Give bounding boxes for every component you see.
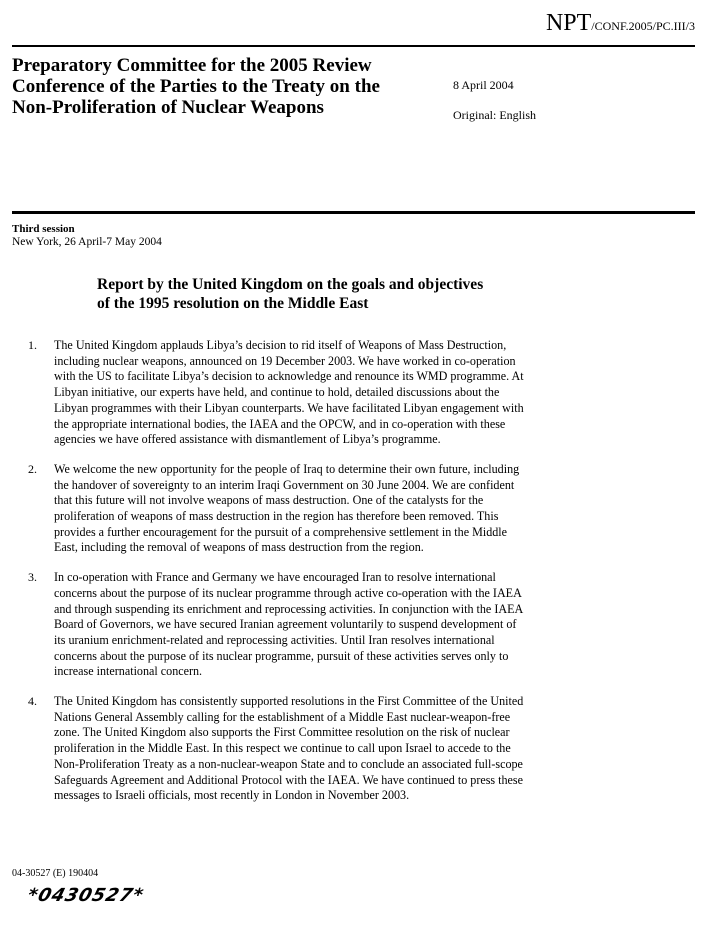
text-line: Safeguards Agreement and Additional Protocol with the IAEA. We have continued to press these xyxy=(54,772,524,787)
document-symbol xyxy=(546,10,695,37)
text-line: zone. The United Kingdom also supports the First Committee resolution on the risk of nuclear xyxy=(54,725,510,740)
paragraph-text xyxy=(54,462,652,556)
title-line: of the 1995 resolution on the Middle East xyxy=(97,295,369,312)
session-name: Third session xyxy=(12,223,75,235)
text-line: Nations General Assembly calling for the establishment of a Middle East nuclear-weapon-free xyxy=(54,709,511,724)
document-date: 8 April 2004 xyxy=(453,78,514,92)
text-line: and through suspending its enrichment and reprocessing activities. In conjunction with the IAEA xyxy=(54,601,524,616)
paragraph-number: 3. xyxy=(28,570,37,585)
job-number: 04-30527 (E) 190404 xyxy=(12,868,99,879)
paragraph-number: 2. xyxy=(28,461,37,476)
top-rule xyxy=(12,45,695,47)
symbol-sub: /CONF.2005/PC.III/3 xyxy=(591,19,695,33)
text-line: provides a further encouragement for the pursuit of a comprehensive settlement in the Middle xyxy=(54,524,508,539)
text-line: In co-operation with France and Germany we have encouraged Iran to resolve international xyxy=(54,570,496,585)
paragraph-number: 4. xyxy=(28,694,37,709)
paragraph-3 xyxy=(28,570,652,680)
text-line: messages to Israeli officials, most recently in London in November 2003. xyxy=(54,788,410,803)
text-line: its uranium enrichment-related and reprocessing activities. Until Iran resolves international xyxy=(54,632,495,647)
original-language: Original: English xyxy=(453,108,536,122)
text-line: the handover of sovereignty to an interim Iraqi Government on 30 June 2004. We are confident xyxy=(54,477,515,492)
text-line: Board of Governors, we have secured Iranian agreement voluntarily to suspend development of xyxy=(54,617,517,632)
text-line: The United Kingdom applauds Libya’s decision to rid itself of Weapons of Mass Destruction, xyxy=(54,338,507,352)
text-line: Libyan initiative, our experts have held, and continue to hold, detailed discussions about the xyxy=(54,385,500,400)
paragraph-text xyxy=(54,338,652,448)
text-line: concerns about the purpose of its nuclear programme, pursuit of these activities serves only to xyxy=(54,648,509,663)
committee-line: Non-Proliferation of Nuclear Weapons xyxy=(12,97,324,118)
report-title xyxy=(97,275,597,313)
barcode-signature: *0430527* xyxy=(25,885,147,906)
text-line: increase international concern. xyxy=(54,664,203,679)
body-paragraphs xyxy=(28,338,652,818)
session-place: New York, 26 April-7 May 2004 xyxy=(12,236,162,248)
paragraph-text xyxy=(54,694,652,804)
text-line: the appropriate international bodies, the IAEA and the OPCW, and in co-operation with these xyxy=(54,416,506,431)
committee-line: Preparatory Committee for the 2005 Review xyxy=(12,55,372,76)
text-line: We welcome the new opportunity for the people of Iraq to determine their own future, including xyxy=(54,461,520,476)
text-line: that this future will not involve weapons of mass destruction. One of the catalysts for the xyxy=(54,493,484,508)
text-line: proliferation of weapons of mass destruction in the region has therefore been removed. This xyxy=(54,509,499,524)
text-line: including nuclear weapons, announced on 19 December 2003. We have worked in co-operation xyxy=(54,353,516,368)
text-line: The United Kingdom has consistently supported resolutions in the First Committee of the United xyxy=(54,694,524,709)
heading-rule xyxy=(12,211,695,214)
paragraph-2 xyxy=(28,462,652,556)
text-line: proliferation in the Middle East. In this respect we continue to call upon Israel to accede to the xyxy=(54,741,511,756)
committee-title xyxy=(12,55,437,118)
paragraph-number: 1. xyxy=(28,338,37,352)
text-line: agencies we have offered assistance with dismantlement of Libya’s programme. xyxy=(54,432,441,447)
paragraph-4 xyxy=(28,694,652,804)
text-line: concerns about the purpose of its nuclear programme through active co-operation with the IAEA xyxy=(54,585,522,600)
title-line: Report by the United Kingdom on the goals and objectives xyxy=(97,276,484,293)
paragraph-1 xyxy=(28,338,652,448)
text-line: East, including the removal of weapons of mass destruction from the region. xyxy=(54,540,424,555)
symbol-main: NPT xyxy=(545,10,592,36)
committee-line: Conference of the Parties to the Treaty on the xyxy=(12,76,380,97)
text-line: Libyan programmes with their Libyan counterparts. We have facilitated Libyan engagement with xyxy=(54,400,524,415)
paragraph-text xyxy=(54,570,652,680)
text-line: with the US to facilitate Libya’s decision to acknowledge and renounce its WMD programme. At xyxy=(54,369,524,384)
text-line: Non-Proliferation Treaty as a non-nuclear-weapon State and to conclude an associated full-scope xyxy=(54,756,523,771)
